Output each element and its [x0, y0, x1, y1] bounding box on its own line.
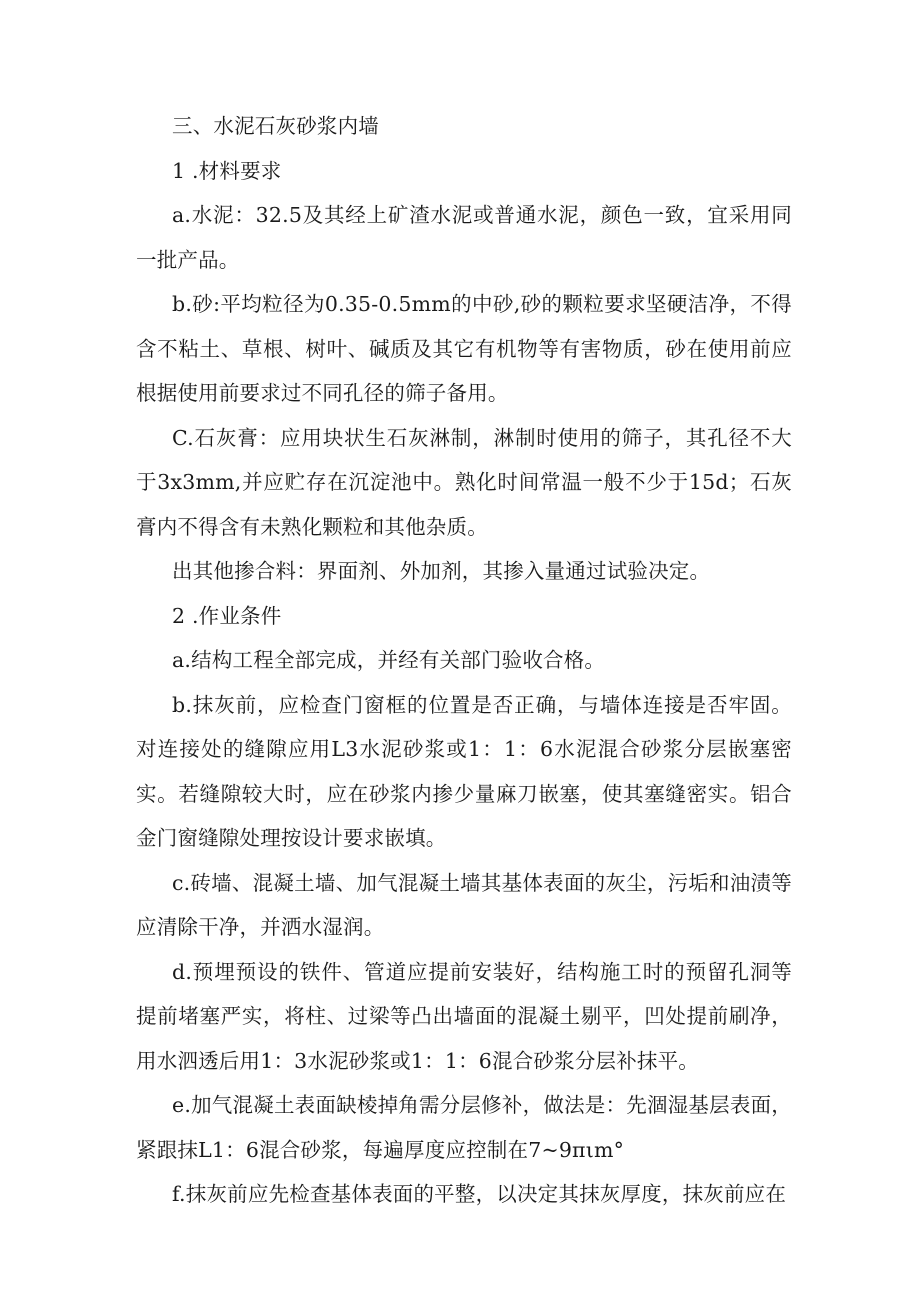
- paragraph-aerated-concrete: e.加气混凝土表面缺棱掉角需分层修补，做法是：先涸湿基层表面，紧跟抹L1：6混合砂浆，每遍厚度应控制在7~9πιm°: [136, 1093, 792, 1162]
- subsection-title-materials: 1 .材料要求: [172, 158, 282, 183]
- paragraph-admixture: 出其他掺合料：界面剂、外加剂，其掺入量通过试验决定。: [172, 559, 711, 583]
- section-title: 三、水泥石灰砂浆内墙: [172, 114, 379, 138]
- paragraph-lime-paste: C.石灰膏：应用块状生石灰淋制，淋制时使用的筛子，其孔径不大于3x3mm,并应贮存在沉淀池中。熟化时间常温一般不少于15d；石灰膏内不得含有未熟化颗粒和其他杂质。: [136, 425, 792, 539]
- paragraph-wall-cleaning: c.砖墙、混凝土墙、加气混凝土墙其基体表面的灰尘，污垢和油渍等应清除干净，并洒水湿润。: [136, 870, 792, 939]
- paragraph-structure-accepted: a.结构工程全部完成，并经有关部门验收合格。: [172, 648, 606, 672]
- document-body: [136, 104, 792, 1217]
- subsection-title-conditions: 2 .作业条件: [172, 603, 282, 628]
- paragraph-sand: b.砂:平均粒径为0.35-0.5mm的中砂,砂的颗粒要求坚硬洁净，不得含不粘土、草根、树叶、碱质及其它有机物等有害物质，砂在使用前应根据使用前要求过不同孔径的筛子备用。: [136, 292, 792, 405]
- paragraph-embedded-parts: d.预埋预设的铁件、管道应提前安装好，结构施工时的预留孔洞等提前堵塞严实，将柱、过梁等凸出墙面的混凝土剔平，凹处提前刷净，用水泗透后用1：3水泥砂浆或1：1：6混合砂浆分层补抹平。: [136, 959, 792, 1073]
- paragraph-door-window-frames: b.抹灰前，应检查门窗框的位置是否正确，与墙体连接是否牢固。对连接处的缝隙应用L3水泥砂浆或1：1：6水泥混合砂浆分层嵌塞密实。若缝隙较大时，应在砂浆内掺少量麻刀嵌塞，使其塞缝密实。铝合金门窗缝隙处理按设计要求嵌填。: [136, 692, 792, 850]
- paragraph-flatness-check: f.抹灰前应先检查基体表面的平整，以决定其抹灰厚度，抹灰前应在: [172, 1182, 787, 1206]
- paragraph-cement: a.水泥：32.5及其经上矿渣水泥或普通水泥，颜色一致，宜采用同一批产品。: [136, 203, 792, 272]
